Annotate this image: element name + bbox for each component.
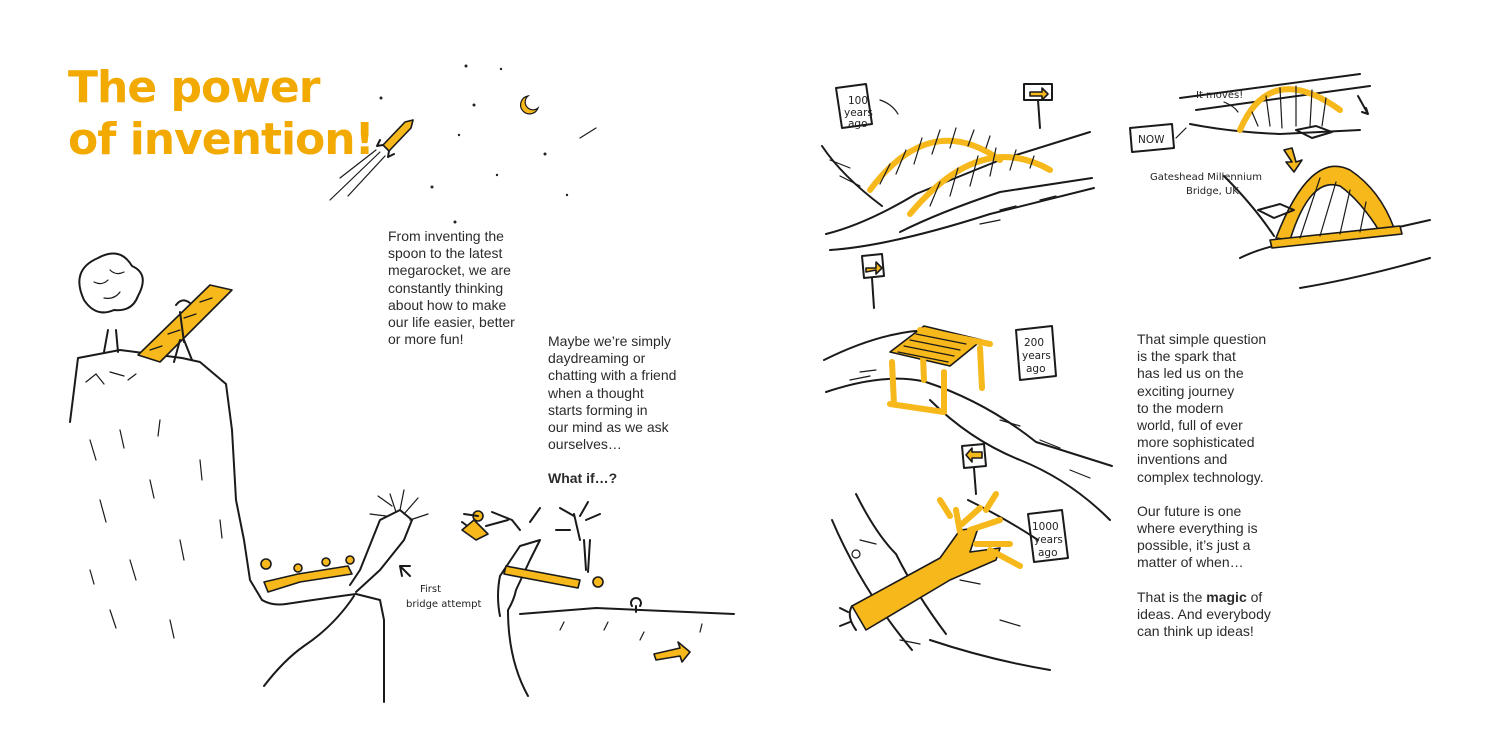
moon-icon	[521, 96, 538, 114]
it-moves-label: It moves!	[1196, 90, 1244, 101]
truss-bridge-scene	[822, 84, 1094, 250]
fallen-tree-scene	[832, 444, 1068, 670]
first-bridge-label-line-1: First	[420, 584, 442, 595]
years-200-label-line-3: ago	[1026, 363, 1046, 375]
page-title-line-2: of invention!	[68, 114, 374, 165]
magic-word: magic	[1206, 588, 1247, 605]
canyon-scene	[261, 490, 734, 702]
years-200-label-line-1: 200	[1024, 337, 1045, 349]
magic-suffix: of ideas. And everybody can think up ideas!	[1137, 588, 1271, 640]
years-100-label-line-3: ago	[848, 118, 868, 130]
night-sky	[330, 65, 596, 224]
left-cliff-scene	[70, 254, 262, 639]
wooden-bridge-scene	[824, 254, 1112, 520]
years-100-label-line-1: 100	[848, 95, 869, 107]
years-200-label-line-2: years	[1022, 350, 1051, 362]
spark-paragraph: That simple question is the spark that has led us on the exciting journey to the modern world, full of ever more sophisticated inventions and complex technology.	[1137, 331, 1267, 485]
gateshead-bridge-scene	[1130, 74, 1430, 288]
intro-paragraph: From inventing the spoon to the latest megarocket, we are constantly thinking about how to make our life easier, better or more fun!	[388, 228, 515, 348]
magic-prefix: That is the	[1137, 588, 1207, 605]
gateshead-label-line-1: Gateshead Millennium	[1150, 172, 1262, 183]
years-1000-label-line-3: ago	[1038, 547, 1058, 559]
gateshead-label-line-2: Bridge, UK	[1186, 186, 1239, 197]
rocket-icon	[330, 120, 413, 200]
now-label: NOW	[1138, 134, 1165, 146]
years-100-label-line-2: years	[844, 107, 873, 119]
daydream-paragraph: Maybe we’re simply daydreaming or chatting with a friend when a thought starts forming in our mind as we ask ourselves…	[548, 333, 677, 453]
future-paragraph: Our future is one where everything is possible, it’s just a matter of when…	[1137, 502, 1258, 571]
years-1000-label-line-2: years	[1034, 534, 1063, 546]
what-if-question: What if…?	[548, 470, 618, 487]
first-bridge-label-line-2: bridge attempt	[406, 599, 482, 610]
page-title-line-1: The power	[68, 62, 320, 113]
years-1000-label-line-1: 1000	[1032, 521, 1059, 533]
